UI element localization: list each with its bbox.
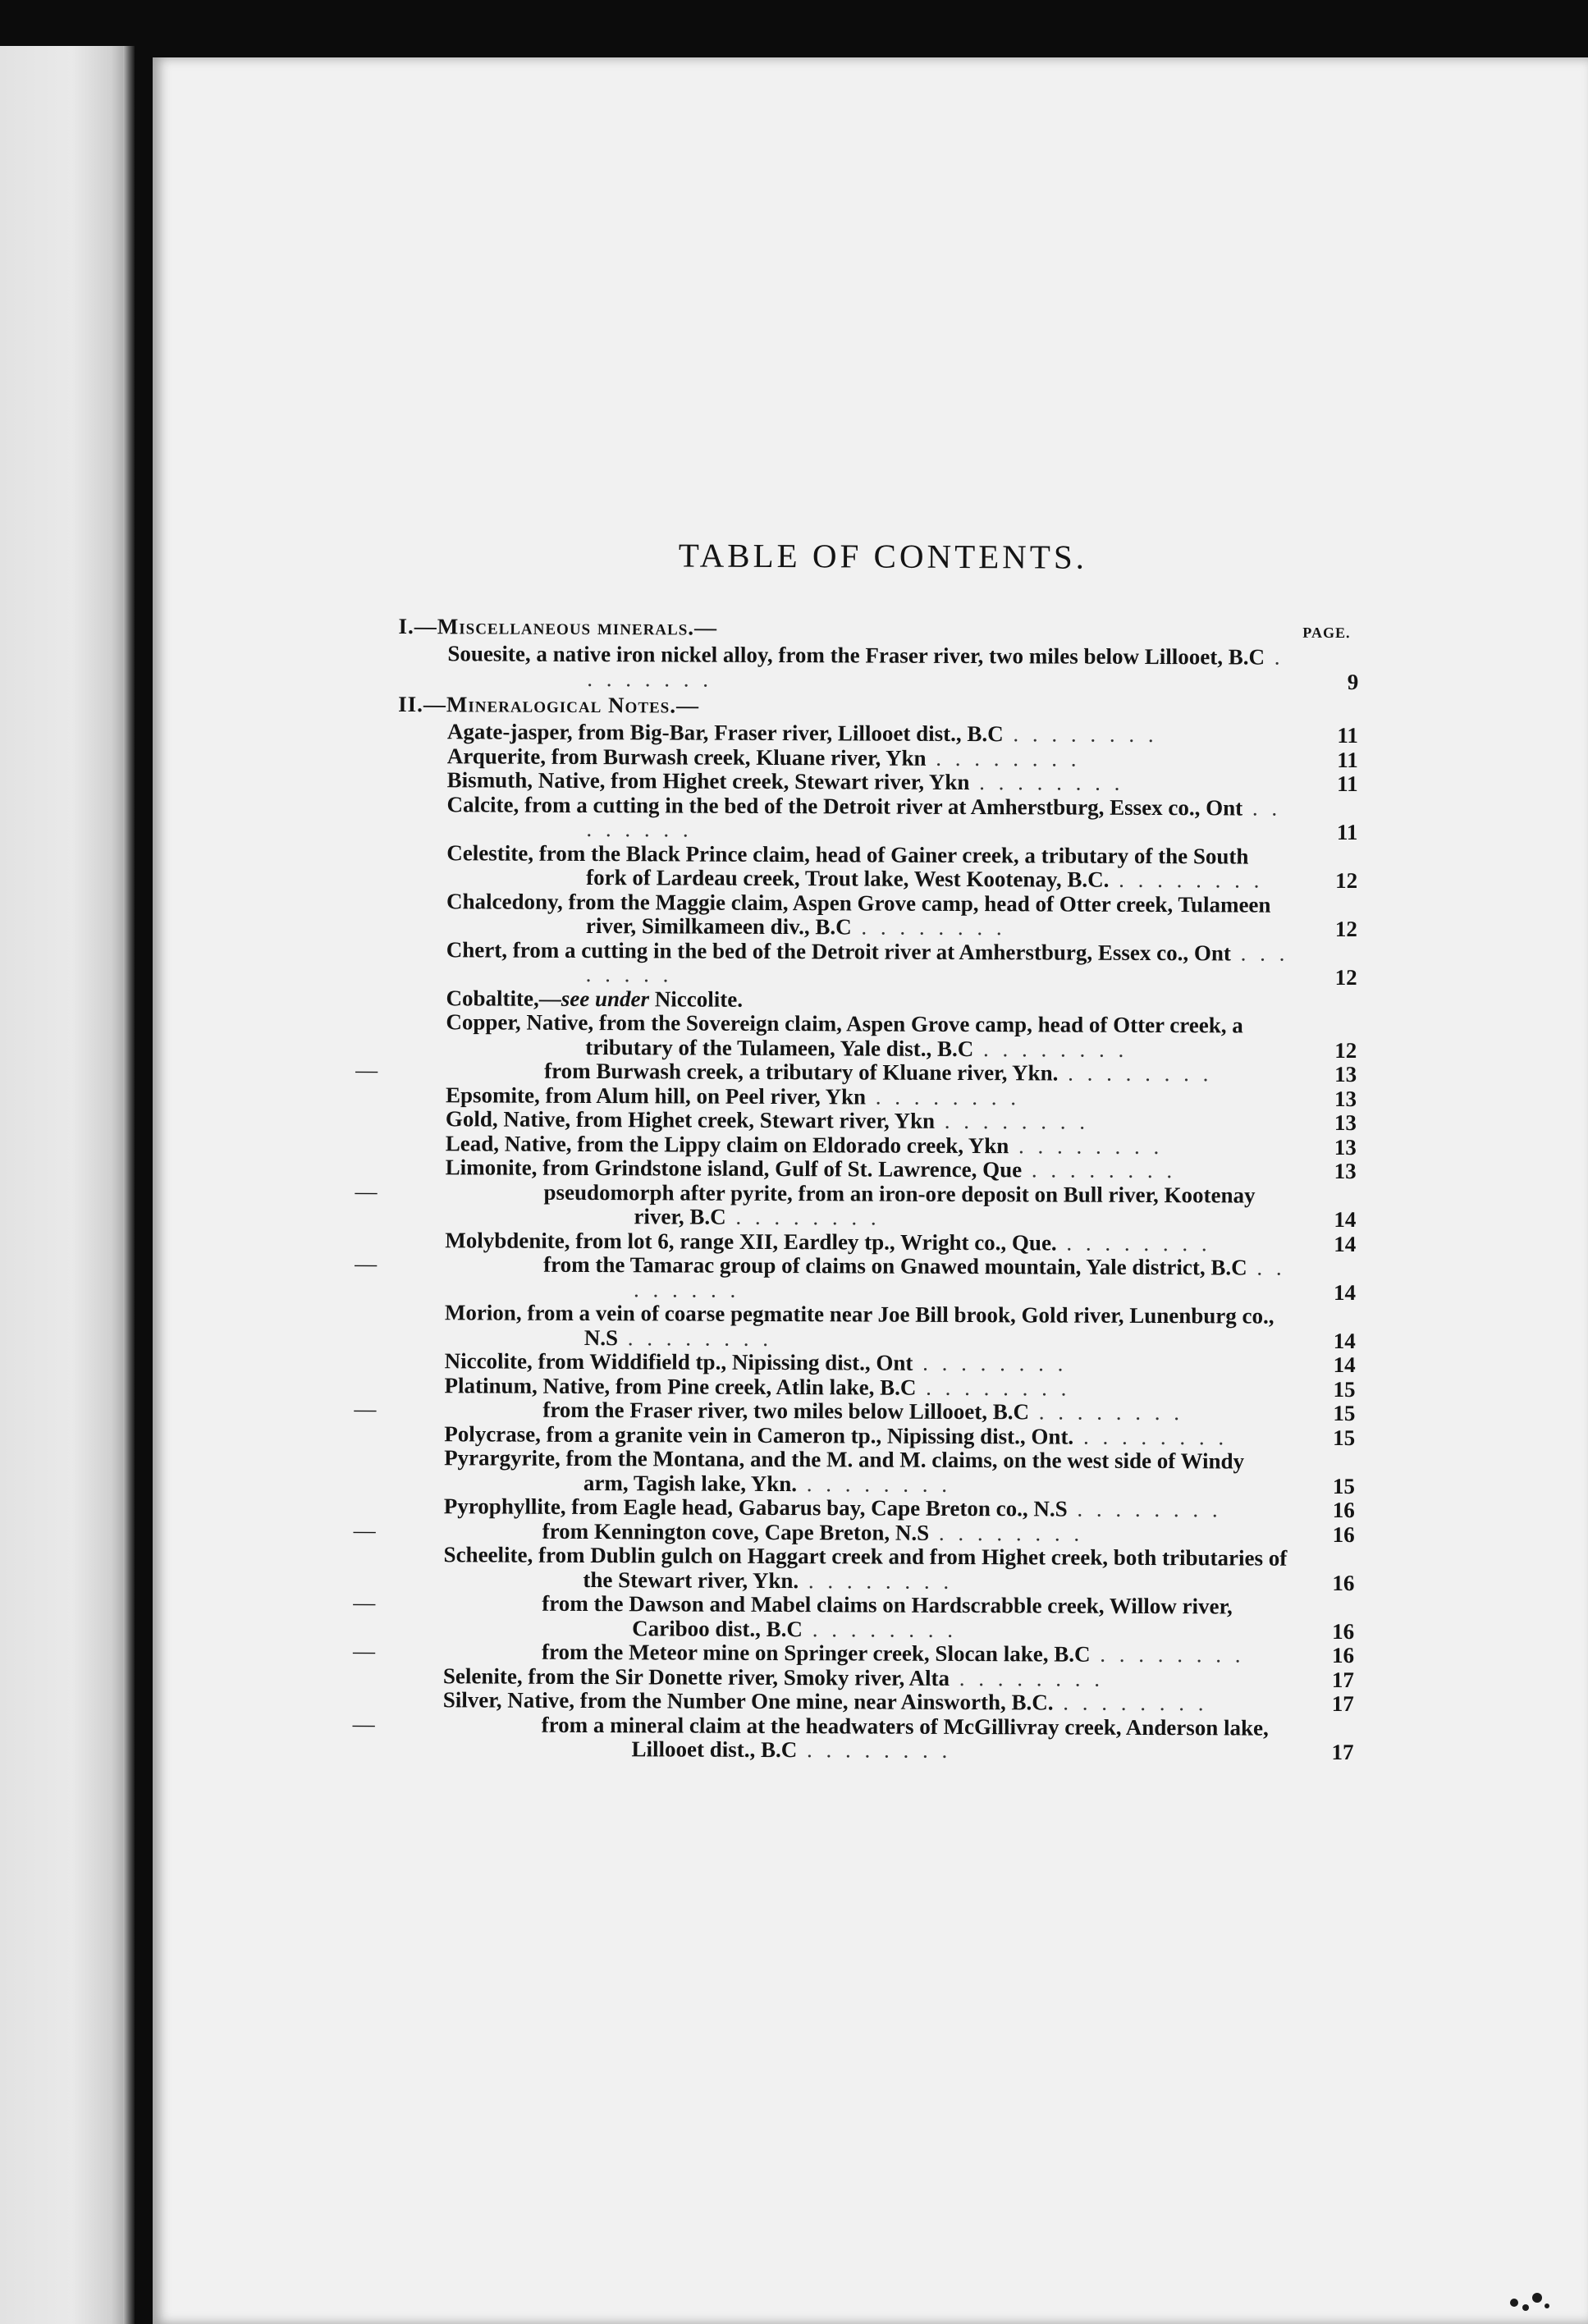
page-number: 11: [1336, 819, 1358, 845]
ditto-dash: —: [353, 1638, 376, 1663]
ditto-dash: —: [353, 1517, 376, 1543]
dot-leader: . . . . . . . .: [950, 1665, 1105, 1691]
page-number: 15: [1333, 1425, 1356, 1450]
page-number: 15: [1332, 1473, 1356, 1498]
dot-leader: . . . . . . . .: [934, 1108, 1090, 1134]
page-number: 11: [1337, 722, 1359, 748]
entry-text: pseudomorph after pyrite, from an iron-ore deposit on Bull river, Kootenay river, B.C: [543, 1179, 1256, 1229]
dot-leader: . . . . . . . .: [1067, 1496, 1222, 1522]
see-reference: see under: [561, 986, 650, 1011]
entry-text: Cobaltite,—: [446, 985, 561, 1011]
table-of-contents: [352, 536, 1366, 1765]
entry-text: Lead, Native, from the Lippy claim on Eldorado creek, Ykn: [445, 1130, 1009, 1158]
section-heading: I.—Miscellaneous minerals.—: [398, 613, 718, 640]
entry-text: from the Tamarac group of claims on Gnawed mountain, Yale district, B.C: [543, 1251, 1247, 1280]
toc-entry: [396, 1301, 1364, 1353]
ditto-dash: —: [355, 1178, 378, 1204]
toc-entry: [397, 792, 1366, 844]
toc-section: [352, 691, 1366, 1765]
toc-entry: [398, 642, 1366, 694]
dot-leader: . . . . . . . .: [797, 1737, 952, 1763]
entry-text: Pyrargyrite, from the Montana, and the M. and M. claims, on the west side of Windy arm, Tagish lake, Ykn.: [444, 1445, 1245, 1496]
page-number: 13: [1334, 1061, 1357, 1087]
entry-text: from Burwash creek, a tributary of Kluane river, Ykn.: [544, 1058, 1059, 1086]
dot-leader: . . . . . . . .: [926, 745, 1081, 771]
entry-text: from a mineral claim at the headwaters of McGillivray creek, Anderson lake, Lillooet dist., B.C: [541, 1712, 1269, 1763]
entry-text: from the Dawson and Mabel claims on Hardscrabble creek, Willow river, Cariboo dist., B.C: [542, 1590, 1233, 1641]
page-number: 14: [1333, 1352, 1356, 1378]
page-number: 12: [1335, 867, 1358, 894]
dot-leader: . . . . . . . .: [1009, 1132, 1164, 1159]
dot-leader: . . . . . . . .: [1022, 1157, 1177, 1183]
page-number: 11: [1337, 747, 1358, 772]
dot-leader: . . . . . . . .: [973, 1036, 1128, 1062]
dot-leader: . . . . . . . .: [585, 940, 1289, 987]
dot-leader: . . . . . . . .: [913, 1350, 1068, 1376]
dot-leader: . . . . . . . .: [725, 1204, 881, 1230]
dot-leader: . . . . . . . .: [586, 794, 1282, 842]
page-number: 12: [1334, 1037, 1357, 1063]
dot-leader: . . . . . . . .: [1090, 1641, 1245, 1668]
entry-text: Arquerite, from Burwash creek, Kluane river, Ykn: [446, 743, 927, 771]
toc-entry: [352, 1711, 1361, 1765]
entry-text: Morion, from a vein of coarse pegmatite near Joe Bill brook, Gold river, Lunenburg co., N.S: [444, 1300, 1275, 1350]
dot-leader: . . . . . . . .: [799, 1567, 954, 1594]
dot-leader: . . . . . . . .: [851, 914, 1006, 940]
entry-text: from the Fraser river, two miles below Lillooet, B.C: [542, 1397, 1030, 1425]
entry-text: Calcite, from a cutting in the bed of the Detroit river at Amherstburg, Essex co., Ont: [446, 791, 1243, 820]
page-number: 12: [1334, 964, 1357, 990]
entry-text: Pyrophyllite, from Eagle head, Gabarus bay, Cape Breton co., N.S: [443, 1494, 1068, 1521]
entry-text: Molybdenite, from lot 6, range XII, Eardley tp., Wright co., Que.: [445, 1227, 1057, 1256]
dot-leader: . . . . . . . .: [969, 770, 1124, 795]
page-number: 17: [1331, 1667, 1355, 1692]
page-number: 12: [1334, 916, 1357, 942]
dot-leader: . . . . . . . .: [587, 644, 1284, 692]
toc-entry: [397, 840, 1366, 893]
dot-leader: . . . . . . . .: [1003, 721, 1158, 748]
entry-text: Platinum, Native, from Pine creek, Atlin lake, B.C: [444, 1372, 917, 1400]
entry-text: Selenite, from the Sir Donette river, Smoky river, Alta: [442, 1663, 950, 1690]
page-column-label: PAGE.: [1302, 624, 1351, 642]
page-number: 17: [1331, 1739, 1354, 1765]
ditto-dash: —: [354, 1396, 377, 1421]
dot-leader: . . . . . . . .: [1058, 1060, 1213, 1087]
entry-text: Gold, Native, from Highet creek, Stewart river, Ykn: [445, 1106, 936, 1133]
page-number: 16: [1332, 1497, 1355, 1523]
dot-leader: . . . . . . . .: [1056, 1230, 1211, 1256]
entry-text: Polycrase, from a granite vein in Cameron tp., Nipissing dist., Ont.: [444, 1420, 1074, 1449]
toc-entry: [355, 1178, 1364, 1233]
page-number: 13: [1334, 1158, 1357, 1184]
ditto-dash: —: [355, 1057, 378, 1082]
page-number: 16: [1332, 1642, 1355, 1668]
entry-text: Chalcedony, from the Maggie claim, Aspen Grove camp, head of Otter creek, Tulameen river, Similkameen div., B.C: [446, 888, 1271, 940]
entry-text: Celestite, from the Black Prince claim, head of Gainer creek, a tributary of the South fork of Lardeau creek, Trout lake, West Kootenay, B.C.: [446, 839, 1249, 892]
dot-leader: . . . . . . . .: [916, 1375, 1071, 1401]
page-number: 13: [1334, 1134, 1357, 1160]
dot-leader: . . . . . . . .: [633, 1255, 1286, 1302]
dot-leader: . . . . . . . .: [802, 1616, 958, 1642]
section-heading: II.—Mineralogical Notes.—: [398, 691, 700, 718]
entry-text: Silver, Native, from the Number One mine, near Ainsworth, B.C.: [442, 1687, 1054, 1715]
dot-leader: . . . . . . . .: [1028, 1399, 1184, 1425]
ditto-dash: —: [355, 1251, 378, 1276]
page-number: 17: [1331, 1690, 1354, 1717]
ditto-dash: —: [352, 1711, 375, 1736]
ditto-dash: —: [353, 1590, 376, 1615]
toc-entry: [396, 1010, 1365, 1063]
entry-text: Scheelite, from Dublin gulch on Haggart creek and from Highet creek, both tributaries of the Stewart river, Ykn.: [443, 1542, 1288, 1593]
page-number: 16: [1332, 1618, 1355, 1644]
page-number: 9: [1347, 669, 1359, 694]
entry-text: Niccolite, from Widdifield tp., Nipissing dist., Ont: [444, 1348, 913, 1375]
toc-entry: [394, 1543, 1362, 1595]
dot-leader: . . . . . . . .: [1073, 1424, 1229, 1449]
dot-leader: . . . . . . . .: [1053, 1690, 1208, 1716]
page-number: 16: [1332, 1521, 1355, 1547]
previous-page-edge: [0, 46, 131, 2324]
toc-entry: [353, 1590, 1362, 1644]
book-page: [153, 57, 1588, 2324]
toc-entry: [355, 1251, 1364, 1305]
corner-specks: [1506, 2283, 1555, 2316]
dot-leader: . . . . . . . .: [1109, 867, 1264, 893]
entry-text: Agate-jasper, from Big-Bar, Fraser river, Lillooet dist., B.C: [446, 719, 1004, 747]
page-number: 14: [1333, 1279, 1357, 1305]
page-number: 14: [1334, 1231, 1357, 1256]
toc-sections: [352, 613, 1366, 1765]
toc-entry: [395, 1446, 1363, 1498]
dot-leader: . . . . . . . .: [929, 1520, 1084, 1546]
entry-text: Limonite, from Grindstone island, Gulf of St. Lawrence, Que: [445, 1155, 1023, 1183]
toc-section: [398, 615, 1366, 694]
entry-text: Souesite, a native iron nickel alloy, from the Fraser river, two miles below Lillooet, B.C: [447, 641, 1265, 670]
entry-text: Bismuth, Native, from Highet creek, Stewart river, Ykn: [446, 767, 970, 795]
entry-text: from the Meteor mine on Springer creek, Slocan lake, B.C: [542, 1639, 1091, 1667]
page-number: 14: [1334, 1206, 1357, 1233]
page-title: TABLE OF CONTENTS.: [678, 536, 1088, 576]
toc-entry: [397, 937, 1366, 990]
page-number: 16: [1332, 1570, 1355, 1595]
entry-text: from Kennington cove, Cape Breton, N.S: [542, 1518, 930, 1545]
entry-text-tail: Niccolite.: [648, 986, 744, 1012]
entry-text: Epsomite, from Alum hill, on Peel river, Ykn: [445, 1082, 867, 1109]
page-number: 13: [1334, 1086, 1357, 1111]
page-number: 14: [1333, 1328, 1356, 1353]
page-number: 15: [1333, 1376, 1356, 1402]
toc-entry: [397, 889, 1366, 941]
dot-leader: . . . . . . . .: [865, 1083, 1021, 1109]
entry-text: Chert, from a cutting in the bed of the Detroit river at Amherstburg, Essex co., Ont: [446, 936, 1232, 965]
page-number: 11: [1337, 771, 1358, 797]
entry-text: Copper, Native, from the Sovereign claim, Aspen Grove camp, head of Otter creek, a tributary of the Tulameen, Yale dist., B.C: [446, 1009, 1243, 1061]
dot-leader: . . . . . . . .: [617, 1324, 773, 1351]
page-number: 15: [1333, 1400, 1356, 1426]
dot-leader: . . . . . . . .: [796, 1471, 952, 1497]
page-number: 13: [1334, 1109, 1357, 1136]
